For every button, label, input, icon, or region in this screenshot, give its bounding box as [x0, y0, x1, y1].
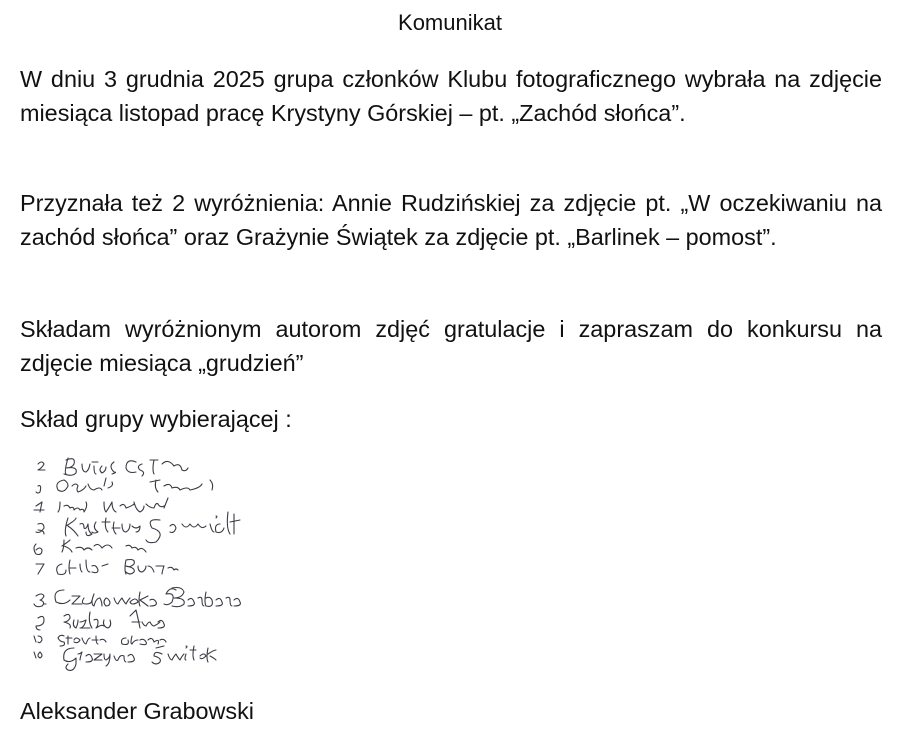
- paragraph-congratulations: Składam wyróżnionym autorom zdjęć gratulacje i zapraszam do konkursu na zdjęcie miesiąca „grudzień”: [20, 316, 882, 376]
- paragraph-announcement: W dniu 3 grudnia 2025 grupa członków Klubu fotograficznego wybrała na zdjęcie miesiąca listopad pracę Krystyny Górskiej – pt. „Zachód słońca”.: [20, 66, 882, 126]
- paragraph-distinctions: Przyznała też 2 wyróżnienia: Annie Rudzińskiej za zdjęcie pt. „W oczekiwaniu na zachód słońca” oraz Grażynie Świątek za zdjęcie pt. „Barlinek – pomost”.: [20, 190, 882, 250]
- signatures-image: [30, 452, 260, 677]
- document-title: Komunikat: [398, 10, 502, 35]
- handwritten-signature-list: [30, 452, 260, 677]
- group-label: Skład grupy wybierającej :: [20, 406, 292, 432]
- author-name: Aleksander Grabowski: [20, 698, 255, 724]
